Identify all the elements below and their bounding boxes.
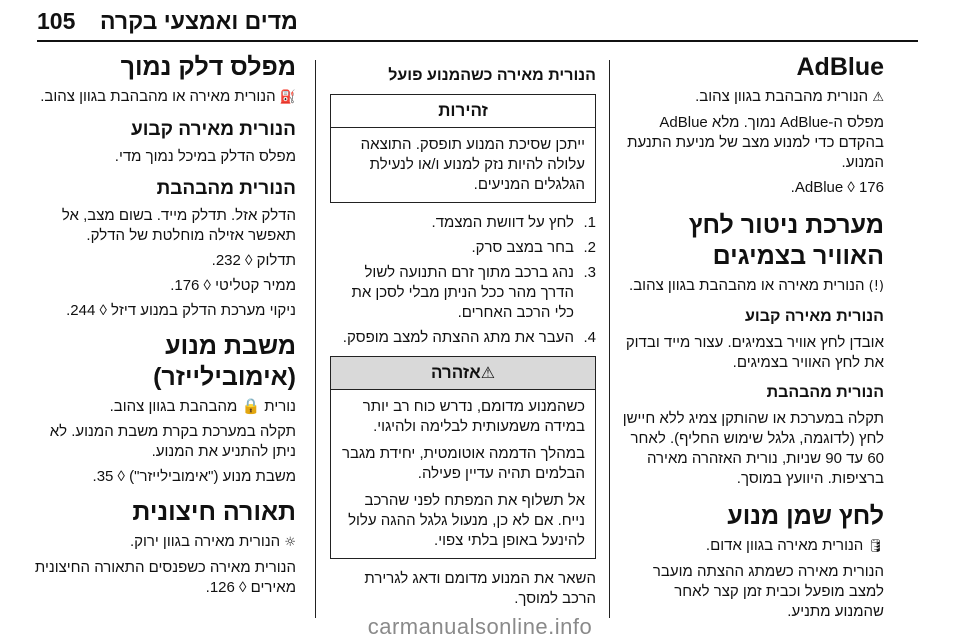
- watermark: carmanualsonline.info: [367, 614, 593, 639]
- tpms-status: (!) הנורית מאירה או מהבהבת בגוון צהוב.: [629, 277, 884, 294]
- tpms-flash-text: תקלה במערכת או שהותקן צמיג ללא חיישן לחץ (לדוגמה, גלגל שימוש החליף). לאחר 60 עד 90 שניות, נורית האזהרה מאירה ברציפות. היוועץ במוסך.: [622, 410, 884, 487]
- immobilizer-description: תקלה במערכת בקרת משבת המנוע. לא ניתן להתניע את המנוע.: [49, 423, 296, 460]
- fuel-lit-title: הנורית מאירה קבוע: [130, 119, 296, 140]
- reference-catalytic: ממיר קטליטי ◊ 176.: [170, 277, 296, 294]
- reference-refuel: תדלוק ◊ 232.: [211, 252, 296, 269]
- immobilizer-status: נורית 🔒 מהבהבת בגוון צהוב.: [109, 398, 296, 415]
- immobilizer-reference: משבת מנוע ("אימובילייזר") ◊ 35.: [92, 468, 296, 485]
- exterior-status: ☼ הנורית מאירה בגוון ירוק.: [129, 533, 296, 550]
- caution-heading: זהירות: [331, 95, 595, 128]
- reference-diesel: ניקוי מערכת הדלק במנוע דיזל ◊ 244.: [66, 302, 296, 319]
- steps-list: [330, 213, 596, 348]
- column-divider: [315, 60, 316, 618]
- warning-paragraph: כשהמנוע מדומם, נדרש כוח רב יותר במידה משמעותית לבלימה ולהיגוי.: [362, 398, 585, 435]
- headlight-icon: ☼: [284, 535, 296, 550]
- header-rule: [37, 40, 918, 42]
- warning-box: [330, 356, 596, 559]
- tpms-lit-text: אובדן לחץ אוויר בצמיגים. עצור מייד ובדוק את לחץ האוויר בצמיגים.: [625, 334, 884, 371]
- page-number: 105: [37, 8, 76, 34]
- page-header: [0, 0, 960, 48]
- column-divider: [609, 60, 610, 618]
- tpms-title: מערכת ניטור לחץ האוויר בצמיגים: [688, 211, 884, 270]
- adblue-title: AdBlue: [796, 53, 884, 81]
- tpms-flash-title: הנורית מהבהבת: [766, 384, 884, 401]
- warning-paragraph: במהלך הדממה אוטומטית, יחידת מגבר הבלמים תהיה עדיין פעילה.: [341, 445, 585, 482]
- warning-triangle-icon: ⚠: [480, 363, 496, 382]
- oil-description: הנורית מאירה כשמתג ההצתה מועבר למצב מופעל וכבית זמן קצר לאחר שהמנוע מתניע.: [652, 563, 884, 620]
- caution-box: [330, 94, 596, 203]
- middle-column: [330, 52, 596, 614]
- exterior-description: הנורית מאירה כשפנסים התאורה החיצונית מאירים ◊ 126.: [34, 559, 296, 596]
- warning-heading: ⚠אזהרה: [331, 357, 595, 390]
- low-fuel-title: מפלס דלק נמוך: [120, 53, 296, 81]
- left-column: [34, 52, 296, 603]
- list-item: 2. בחר במצב סרק.: [471, 239, 596, 256]
- warning-body: [331, 390, 595, 558]
- adblue-description: מפלס ה-AdBlue נמוך. מלא AdBlue בהקדם כדי למנוע מצב של מניעת התנעת המנוע.: [627, 114, 884, 171]
- fuel-lit-text: מפלס הדלק במיכל נמוך מדי.: [114, 148, 296, 165]
- adblue-status: ⚠ הנורית מהבהבת בגוון צהוב.: [695, 88, 884, 105]
- fuel-pump-icon: ⛽: [279, 90, 296, 105]
- adblue-icon: ⚠: [872, 90, 884, 105]
- oil-status: 🛢 הנורית מאירה בגוון אדום.: [705, 537, 884, 554]
- fuel-flash-title: הנורית מהבהבת: [156, 178, 296, 199]
- running-title: מדים ואמצעי בקרה: [100, 8, 298, 34]
- list-item: 3. נהג ברכב מתוך זרם התנועה לשול הדרך מהר ככל הניתן מבלי לסכן את כלי הרכב האחרים.: [351, 264, 596, 321]
- warning-paragraph: אל תשלוף את המפתח לפני שהרכב נייח. אם לא כן, מנעול גלגל ההגה עלול להינעל באופן בלתי צפוי.: [348, 492, 585, 549]
- tpms-lit-title: הנורית מאירה קבוע: [745, 308, 884, 325]
- fuel-flash-text: הדלק אזל. תדלק מייד. בשום מצב, אל תאפשר אזילה מוחלטת של הדלק.: [61, 207, 296, 244]
- tire-pressure-icon: (!): [868, 279, 884, 294]
- immobilizer-title: משבת מנוע (אימובילייזר): [153, 332, 296, 391]
- oil-pressure-title: לחץ שמן מנוע: [727, 502, 884, 530]
- right-column: [622, 52, 884, 627]
- adblue-reference: AdBlue ◊ 176.: [790, 179, 884, 196]
- exterior-lighting-title: תאורה חיצונית: [132, 498, 296, 526]
- oil-can-icon: 🛢: [867, 539, 884, 554]
- closing-text: השאר את המנוע מדומם ודאג לגרירת הרכב למוסך.: [364, 570, 596, 607]
- list-item: 1. לחץ על דוושת המצמד.: [431, 214, 596, 231]
- list-item: 4. העבר את מתג ההצתה למצב מופסק.: [342, 329, 596, 346]
- engine-running-title: הנורית מאירה כשהמנוע פועל: [388, 67, 596, 84]
- caution-body: ייתכן שסיכת המנוע תופסק. התוצאה עלולה להיות נזק למנוע ו/או לנעילת הגלגלים המניעים.: [360, 136, 585, 193]
- fuel-status: ⛽ הנורית מאירה או מהבהבת בגוון צהוב.: [40, 88, 296, 105]
